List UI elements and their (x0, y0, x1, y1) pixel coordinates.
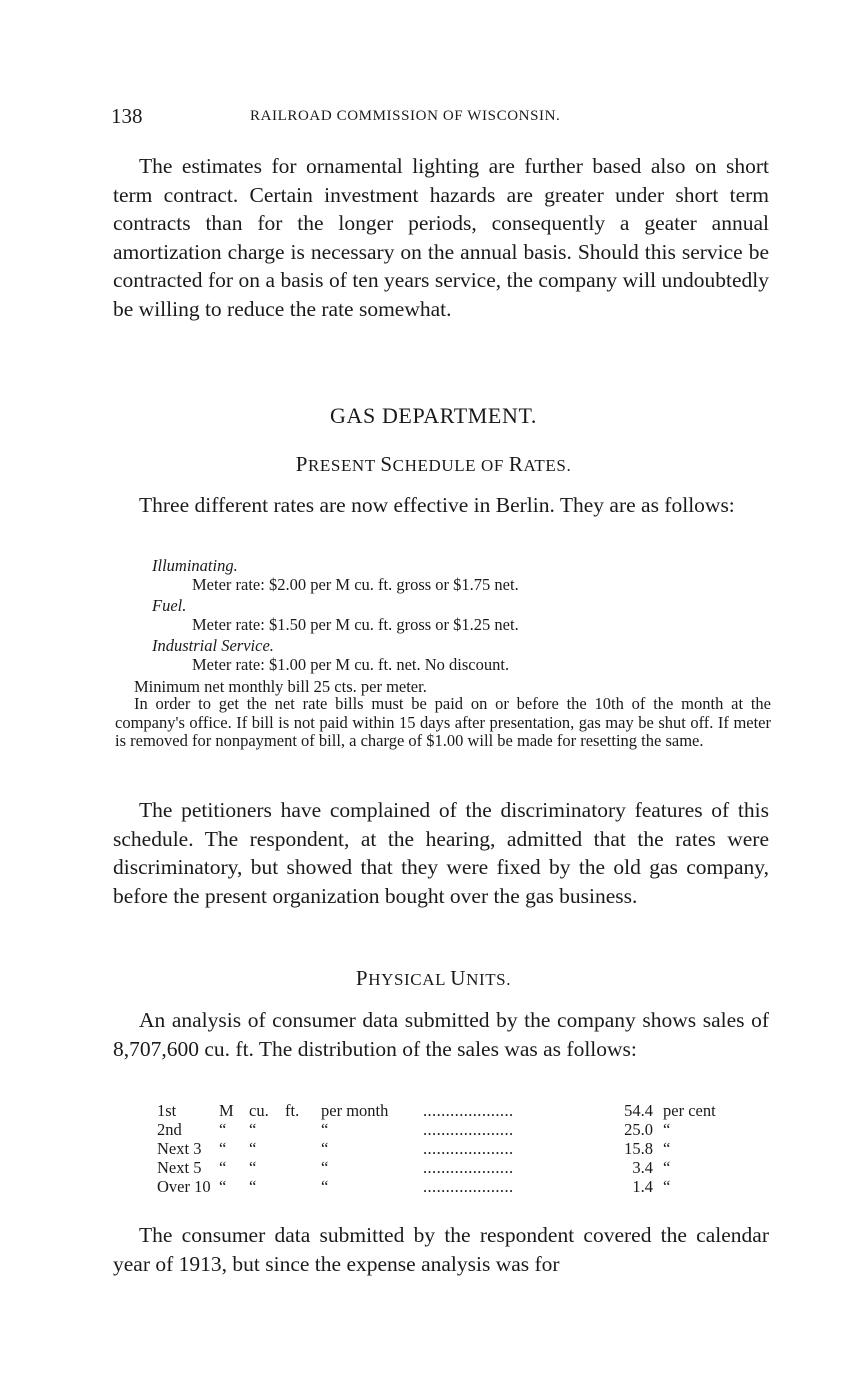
percent-value: 3.4 (632, 1158, 653, 1177)
unit-per: “ (321, 1120, 329, 1139)
heading-word: OF (481, 456, 504, 475)
percent-unit: “ (663, 1177, 671, 1196)
intro-paragraph: The estimates for ornamental lighting are further based also on short term contract. Certain investment hazards are greater under short term contracts than for the longer periods, consequently a geater annual amortization charge is necessary on the annual basis. Should this service be contracted for on a basis of ten years service, the company will undoubtedly be willing to reduce the rate somewhat. (113, 154, 769, 321)
unit-per: “ (321, 1158, 329, 1177)
percent-value: 15.8 (624, 1139, 653, 1158)
unit-cu: “ (249, 1120, 257, 1139)
heading-char: R (508, 452, 524, 476)
table-row (157, 1177, 716, 1196)
meter-rate-fuel: Meter rate: $1.50 per M cu. ft. gross or $1.25 net. (192, 615, 519, 634)
unit-ft: ft. (285, 1101, 300, 1120)
schedule-intro: Three different rates are now effective in Berlin. They are as follows: (139, 493, 735, 517)
meter-rate-illuminating: Meter rate: $2.00 per M cu. ft. gross or $1.75 net. (192, 575, 519, 594)
heading-char: S (380, 452, 393, 476)
sales-distribution-table (157, 1101, 716, 1196)
unit-cu: “ (249, 1139, 257, 1158)
page-number: 138 (111, 104, 143, 128)
petitioners-paragraph: The petitioners have complained of the discriminatory features of this schedule. The respondent, at the hearing, admitted that the rates were discriminatory, but showed that they were fixed by the old gas company, before the present organization bought over the gas business. (113, 798, 769, 908)
unit-cu: cu. (249, 1101, 269, 1120)
payment-notice (115, 695, 771, 751)
rate-category-fuel: Fuel. (152, 596, 187, 615)
leader-dots: .................... (423, 1139, 514, 1158)
payment-notice-text: In order to get the net rate bills must be paid on or before the 10th of the month at the company's office. If bill is not paid within 15 days after presentation, gas may be shut off. If meter is removed for nonpayment of bill, a charge of $1.00 will be made for resetting the same. (115, 694, 771, 750)
unit-m: M (219, 1101, 234, 1120)
rate-category-illuminating: Illuminating. (152, 556, 238, 575)
heading-word: NITS. (466, 970, 512, 989)
unit-ft (285, 1158, 321, 1177)
table-row (157, 1158, 716, 1177)
meter-rate-industrial: Meter rate: $1.00 per M cu. ft. net. No discount. (192, 655, 510, 674)
subheading-physical-units (0, 966, 867, 991)
table-row (157, 1101, 716, 1120)
percent-unit: “ (663, 1139, 671, 1158)
unit-m: “ (219, 1177, 227, 1196)
leader-dots: .................... (423, 1101, 514, 1120)
leader-dots: .................... (423, 1177, 514, 1196)
running-head: RAILROAD COMMISSION OF WISCONSIN. (250, 108, 561, 124)
analysis-paragraph: An analysis of consumer data submitted by the company shows sales of 8,707,600 cu. ft. The distribution of the sales was as follows: (113, 1008, 769, 1061)
table-row (157, 1120, 716, 1139)
leader-dots: .................... (423, 1120, 514, 1139)
unit-ft (285, 1177, 321, 1196)
heading-word: RESENT (307, 456, 376, 475)
heading-char: P (295, 452, 308, 476)
percent-value: 54.4 (624, 1101, 653, 1120)
leader-dots: .................... (423, 1158, 514, 1177)
rate-category-industrial: Industrial Service. (152, 636, 274, 655)
percent-value: 25.0 (624, 1120, 653, 1139)
minimum-bill-note: Minimum net monthly bill 25 cts. per meter. (134, 677, 427, 696)
row-label: Next 5 (157, 1158, 202, 1177)
unit-ft (285, 1139, 321, 1158)
heading-char: U (450, 966, 467, 990)
row-label: Over 10 (157, 1177, 211, 1196)
unit-per: “ (321, 1177, 329, 1196)
heading-word: HYSICAL (368, 970, 446, 989)
row-label: 2nd (157, 1120, 182, 1139)
unit-cu: “ (249, 1177, 257, 1196)
unit-per: per month (321, 1101, 389, 1120)
heading-word: ATES. (523, 456, 572, 475)
section-title-gas-department: GAS DEPARTMENT. (330, 403, 537, 428)
unit-cu: “ (249, 1158, 257, 1177)
table-row (157, 1139, 716, 1158)
row-label: Next 3 (157, 1139, 202, 1158)
percent-unit: per cent (663, 1101, 716, 1120)
unit-per: “ (321, 1139, 329, 1158)
percent-value: 1.4 (632, 1177, 653, 1196)
unit-m: “ (219, 1139, 227, 1158)
unit-ft (285, 1120, 321, 1139)
rate-schedule (152, 556, 519, 674)
percent-unit: “ (663, 1120, 671, 1139)
unit-m: “ (219, 1158, 227, 1177)
row-label: 1st (157, 1101, 177, 1120)
heading-char: P (355, 966, 369, 990)
percent-unit: “ (663, 1158, 671, 1177)
unit-m: “ (219, 1120, 227, 1139)
subheading-present-schedule (0, 452, 867, 477)
closing-paragraph: The consumer data submitted by the respondent covered the calendar year of 1913, but since the expense analysis was for (113, 1223, 769, 1276)
heading-word: CHEDULE (392, 456, 477, 475)
